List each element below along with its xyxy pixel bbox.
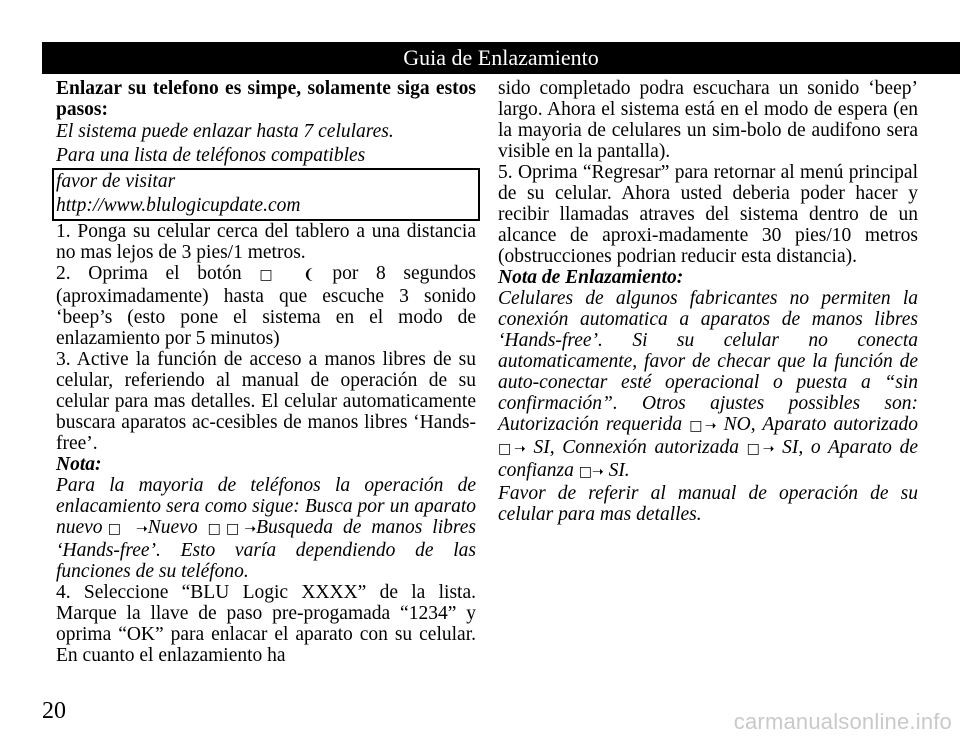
pairing-note-a: Celulares de algunos fabricantes no permiten la conexión automatica a aparatos de manos libres ‘Hands-free’. Si su celular no conecta automaticamente, favor de checar que la función de auto-conectar esté operacional o puesta a “sin confirmación”. Otros ajustes possibles son: Autorización requerida [498, 288, 918, 435]
step-1: 1. Ponga su celular cerca del tablero a una distancia no mas lejos de 3 pies/1 metros. [56, 221, 476, 263]
step-5: 5. Oprima “Regresar” para retornar al menú principal de su celular. Ahora usted deberia poder hacer y recibir llamadas atraves del sistema dentro de un alcance de aproxi-madamente 30 pies/10 metros (obstrucciones podrian reducir esta distancia). [498, 162, 918, 267]
missing-glyph-icon: □ [207, 521, 226, 537]
compat-url-link[interactable]: http://www.blulogicupdate.com [56, 195, 301, 216]
note-text-a: Para la mayoria de teléfonos la operación de enlacamiento sera como sigue: [56, 475, 476, 517]
note-text-c: Nuevo [147, 517, 198, 538]
arrow-right-icon: ➝ [762, 441, 775, 457]
note-text-d: Busqueda de manos libres ‘Hands-free’. Esto varía dependiendo de las funciones de su teléfono. [56, 517, 476, 582]
pairing-note-heading: Nota de Enlazamiento: [498, 267, 684, 288]
missing-glyph-icon: □ [498, 441, 515, 457]
phone-button-icon: ❨ [302, 267, 315, 283]
left-column [56, 78, 476, 666]
arrow-right-icon: ➝ [704, 418, 717, 434]
arrow-right-icon: ➝ [514, 441, 526, 457]
compat-box-line: favor de visitar [56, 171, 176, 192]
arrow-right-icon: ➝ [591, 464, 604, 480]
missing-glyph-icon: □ [578, 464, 592, 480]
compat-line: Para una lista de teléfonos compatibles [56, 145, 366, 166]
step-2-text-b: por 8 segundos (aproximadamente) hasta que escuche 3 sonido ‘beep’s (esto pone el sistema en el modo de enlazamiento por 5 minutos) [56, 263, 477, 349]
watermark: carmanualsonline.info [733, 709, 952, 734]
missing-glyph-icon: □ [746, 441, 763, 457]
pairing-note-closing: Favor de referir al manual de operación de su celular para mas detalles. [498, 483, 918, 525]
missing-glyph-icon: □ [259, 267, 286, 283]
step-2 [56, 263, 476, 349]
step-4-continued: sido completado podra escuchara un sonido ‘beep’ largo. Ahora el sistema está en el modo de espera (en la mayoria de celulares un sim-bolo de audifono sera visible en la pantalla). [498, 78, 918, 162]
compat-box [52, 168, 480, 221]
missing-glyph-icon: □ [102, 521, 127, 537]
page-number: 20 [42, 698, 66, 724]
intro-heading: Enlazar su telefono es simpe, solamente siga estos pasos: [56, 78, 476, 120]
arrow-right-icon: ➝ [244, 521, 257, 537]
note-heading: Nota: [56, 454, 102, 475]
intro-line: El sistema puede enlazar hasta 7 celulares. [56, 121, 394, 142]
step-3: 3. Active la función de acceso a manos libres de su celular, referiendo al manual de operación de su celular para mas detalles. El celular automaticamente buscara aparatos ac-cesibles de manos libres ‘Hands-free’. [56, 349, 476, 454]
step-4: 4. Seleccione “BLU Logic XXXX” de la lista. Marque la llave de paso pre-progamada “1234” y oprima “OK” para enlacar el aparato con su celular. En cuanto el enlazamiento ha [56, 582, 476, 666]
step-2-text-a: 2. Oprima el botón [56, 263, 242, 284]
arrow-right-icon: ➝ [136, 521, 148, 537]
pairing-note-d: SI, o Aparato de confianza [498, 437, 919, 481]
note-text [56, 475, 476, 582]
pairing-note-e: SI. [608, 460, 630, 481]
section-header [42, 42, 960, 74]
note-text-b: Busca por un aparato nuevo [56, 496, 477, 538]
missing-glyph-icon: □ [689, 418, 705, 434]
pairing-note-text [498, 288, 918, 483]
right-column [498, 78, 918, 525]
pairing-note-c: SI, Connexión autorizada [533, 437, 739, 458]
section-title: Guia de Enlazamiento [403, 45, 599, 70]
missing-glyph-icon: □ [225, 521, 245, 537]
pairing-note-b: NO, Aparato autorizado [723, 414, 919, 435]
